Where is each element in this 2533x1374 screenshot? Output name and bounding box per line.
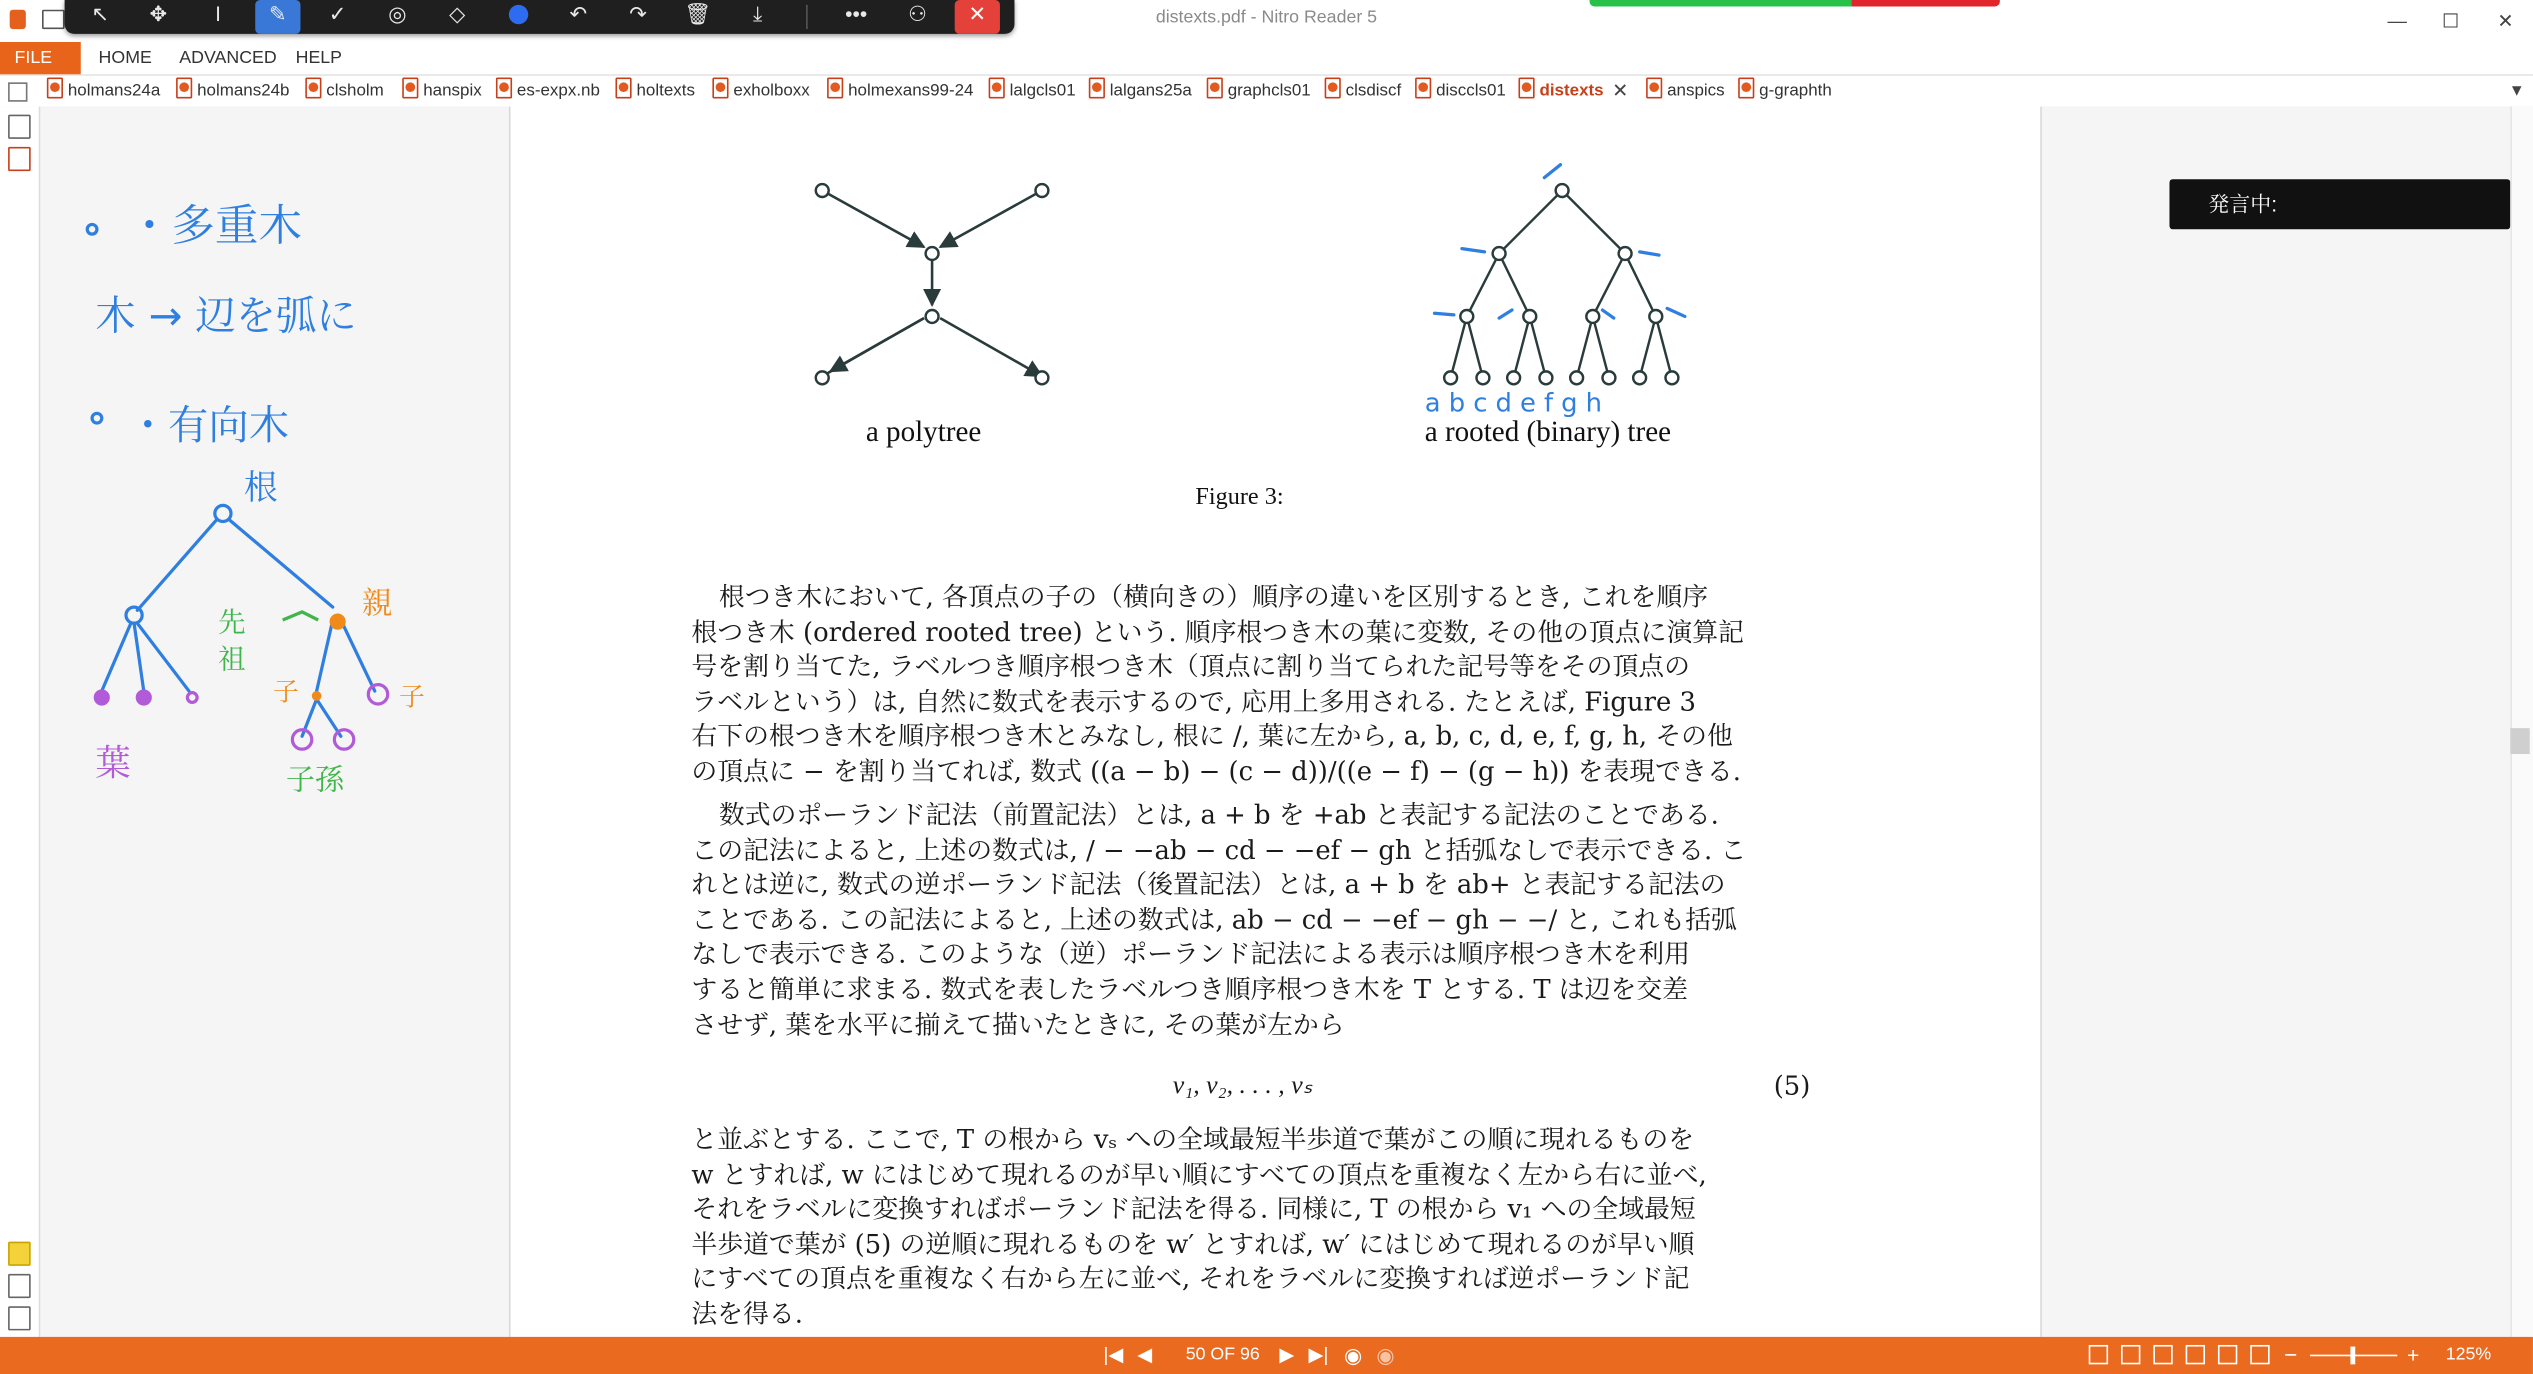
note-tree-edge-to-arc: 木 → 辺を弧に [95,292,357,340]
share-icon[interactable]: ⚇ [908,1,927,26]
doc-tab[interactable]: clsholm [305,76,383,107]
figure-3-graphics [510,107,2040,478]
pdf-icon [1089,78,1105,99]
output-panel-icon[interactable] [8,1306,31,1330]
eraser-tool-icon[interactable]: ◇ [449,1,466,26]
zoom-in-button[interactable]: + [2406,1343,2420,1368]
equation-number: (5) [1773,1070,1811,1102]
pdf-icon [827,78,843,99]
paragraph-2: 数式のポーランド記法（前置記法）とは, a + b を +ab と表記する記法のことである. この記法によると, 上述の数式は, / − −ab − cd − −ef − gh と括弧なしで表示できる. こ れとは逆に, 数式の逆ポーランド記法（後置記法）とは, a + b を ab+ と表記する記法の ことである. この記法によると, 上述の数式は, ab − cd − −ef − gh − −/ と, これも括弧 なしで表示できる. このような（逆）ポーランド記法による表示は順序根つき木を利用 すると簡単に求まる. 数式を表したラベルつき順序根つき木を T とする. T は辺を交差 させず, 葉を水平に揃えて描いたときに, その葉が左から [691,799,1747,1040]
doc-tab-active[interactable]: distexts [1518,76,1603,107]
doc-tab[interactable]: disccls01 [1415,76,1506,107]
pdf-icon [712,78,728,99]
last-page-icon[interactable]: ▶| [1308,1343,1329,1366]
doc-tab[interactable]: graphcls01 [1207,76,1311,107]
note-child-a: 子 [273,676,299,708]
ribbon-tabs [0,42,2533,76]
pdf-icon [1518,78,1534,99]
pdf-icon [1207,78,1223,99]
more-options-icon[interactable]: ••• [845,1,868,26]
pdf-icon [615,78,631,99]
fit-page-icon[interactable] [2250,1345,2269,1364]
facing-view-icon[interactable] [2153,1345,2172,1364]
pdf-icon [176,78,192,99]
scrollbar-thumb[interactable] [2510,728,2529,754]
pdf-icon [496,78,512,99]
doc-tab[interactable]: lalgans25a [1089,76,1192,107]
pen-toolbar [65,0,1015,34]
speaking-indicator: 発言中: [2169,179,2510,229]
doc-tab[interactable]: g-graphth [1738,76,1832,107]
pdf-icon [989,78,1005,99]
pen-color-swatch [509,5,528,24]
tab-list-icon[interactable] [8,82,27,101]
trash-icon[interactable]: 🗑 [684,1,712,26]
doc-tab[interactable]: anspics [1646,76,1725,107]
redo-icon[interactable]: ↷ [629,1,647,26]
note-ancestor-2: 祖 [218,644,246,677]
doc-tab[interactable]: clsdiscf [1325,76,1402,107]
recording-progress-green [1590,0,1852,6]
zoom-level[interactable]: 125% [2445,1344,2492,1365]
bookmarks-panel-icon[interactable] [8,147,31,171]
document-area [40,107,2510,1337]
continuous-view-icon[interactable] [2121,1345,2140,1364]
status-bar [0,1337,2533,1374]
color-picker-button[interactable] [496,0,541,34]
pdf-icon [305,78,321,99]
paragraph-1: 根つき木において, 各頂点の子の（横向きの）順序の違いを区別するとき, これを順序 根つき木 (ordered rooted tree) という. 順序根つき木の葉に変数, その他の頂点に演算記 号を割り当てた, ラベルつき順序根つき木（頂点に割り当てられた記号等をその頂点の ラベルという）は, 自然に数式を表示するので, 応用上多用される. たとえば, Figure 3 右下の根つき木を順序根つき木とみなし, 根に /, 葉に左から, a, b, c, d, e, f, g, h, その他 の頂点に − を割り当てれば, 数式 ((a − b) − (c − d))/((e − f) − (g − h)) を表現できる. [691,581,1745,787]
stamp-tool-icon[interactable]: ◎ [388,1,407,26]
note-descendant: 子孫 [285,763,345,798]
pdf-icon [47,78,63,99]
pen-tool-icon[interactable]: ✎ [255,0,300,34]
doc-tab[interactable]: holmans24a [47,76,160,107]
text-cursor-tool-icon[interactable]: I [215,1,222,26]
next-page-icon[interactable]: ▶ [1279,1343,1295,1366]
polytree-label: a polytree [865,414,982,448]
note-parent: 親 [361,586,393,622]
doc-tab[interactable]: es-expx.nb [496,76,600,107]
rooted-tree-label: a rooted (binary) tree [1424,414,1672,448]
close-toolbar-icon[interactable]: ✕ [955,0,1000,34]
note-leaf: 葉 [95,744,131,785]
close-window-button[interactable]: ✕ [2497,9,2514,33]
doc-tab[interactable]: holmexans99-24 [827,76,973,107]
select-tool-icon[interactable]: ↖ [91,1,109,26]
prev-page-icon[interactable]: ◀ [1137,1343,1153,1366]
single-page-view-icon[interactable] [2089,1345,2108,1364]
note-directed-tree: ・有向木 [127,402,290,449]
doc-tab[interactable]: lalgcls01 [989,76,1076,107]
maximize-button[interactable]: ☐ [2441,9,2460,33]
handwritten-leaf-letters: abcdefgh [1424,387,1611,419]
tab-advanced[interactable]: ADVANCED [179,48,277,68]
first-page-icon[interactable]: |◀ [1103,1343,1124,1366]
doc-tab[interactable]: exholboxx [712,76,809,107]
facing-continuous-view-icon[interactable] [2186,1345,2205,1364]
close-tab-icon[interactable]: ✕ [1612,79,1629,102]
undo-icon[interactable]: ↶ [569,1,588,26]
forward-view-icon[interactable]: ◉ [1376,1343,1395,1368]
vertical-scrollbar[interactable] [2510,107,2533,1337]
zoom-out-button[interactable]: − [2284,1341,2298,1368]
comments-panel-icon[interactable] [8,1242,31,1266]
pdf-icon [1646,78,1662,99]
tab-home[interactable]: HOME [98,48,152,68]
tab-help[interactable]: HELP [295,48,343,68]
pan-tool-icon[interactable]: ✥ [149,1,168,26]
left-panel-rail [0,107,40,1337]
doc-tab[interactable]: hanspix [402,76,481,107]
back-view-icon[interactable]: ◉ [1344,1343,1363,1368]
pdf-icon [402,78,418,99]
pages-panel-icon[interactable] [8,115,31,139]
document-tabs [0,76,2533,108]
doc-tab[interactable]: holmans24b [176,76,289,107]
equation-5: v₁, v₂, . . . , vₛ [1172,1072,1313,1100]
tabs-overflow-icon[interactable]: ▼ [2508,82,2525,101]
note-child-b: 子 [399,681,425,713]
pdf-icon [1738,78,1754,99]
doc-tab[interactable]: holtexts [615,76,694,107]
note-root: 根 [243,468,278,507]
zoom-slider-handle[interactable] [2350,1347,2355,1365]
pdf-icon [1325,78,1341,99]
toolbar-divider [806,5,808,29]
note-ancestor-1: 先 [218,607,246,640]
recording-progress-red [1851,0,2000,6]
pdf-page [509,107,2042,1337]
paragraph-3: と並ぶとする. ここで, T の根から vₛ への全域最短半歩道で葉がこの順に現れるものを w とすれば, w にはじめて現れるのが早い順にすべての頂点を重複なく左から右に並べ, それをラベルに変換すればポーランド記法を得る. 同様に, T の根から v₁ への全域最短 半歩道で葉が (5) の逆順に現れるものを w′ とすれば, w′ にはじめて現れるのが早い順 にすべての頂点を重複なく右から左に並べ, それをラベルに変換すれば逆ポーランド記 法を得る. [691,1123,1707,1329]
check-tool-icon[interactable]: ✓ [328,1,347,26]
attachments-panel-icon[interactable] [8,1274,31,1298]
figure-caption: Figure 3: [1195,484,1284,511]
tab-file[interactable]: FILE [0,42,81,74]
pdf-icon [1415,78,1431,99]
window-title: distexts.pdf - Nitro Reader 5 [1155,8,1378,28]
page-indicator[interactable]: 50 OF 96 [1185,1344,1260,1365]
note-multitree: ・多重木 [127,201,303,252]
download-icon[interactable]: ⤓ [752,1,763,26]
minimize-button[interactable]: — [2387,9,2407,33]
fit-width-icon[interactable] [2218,1345,2237,1364]
